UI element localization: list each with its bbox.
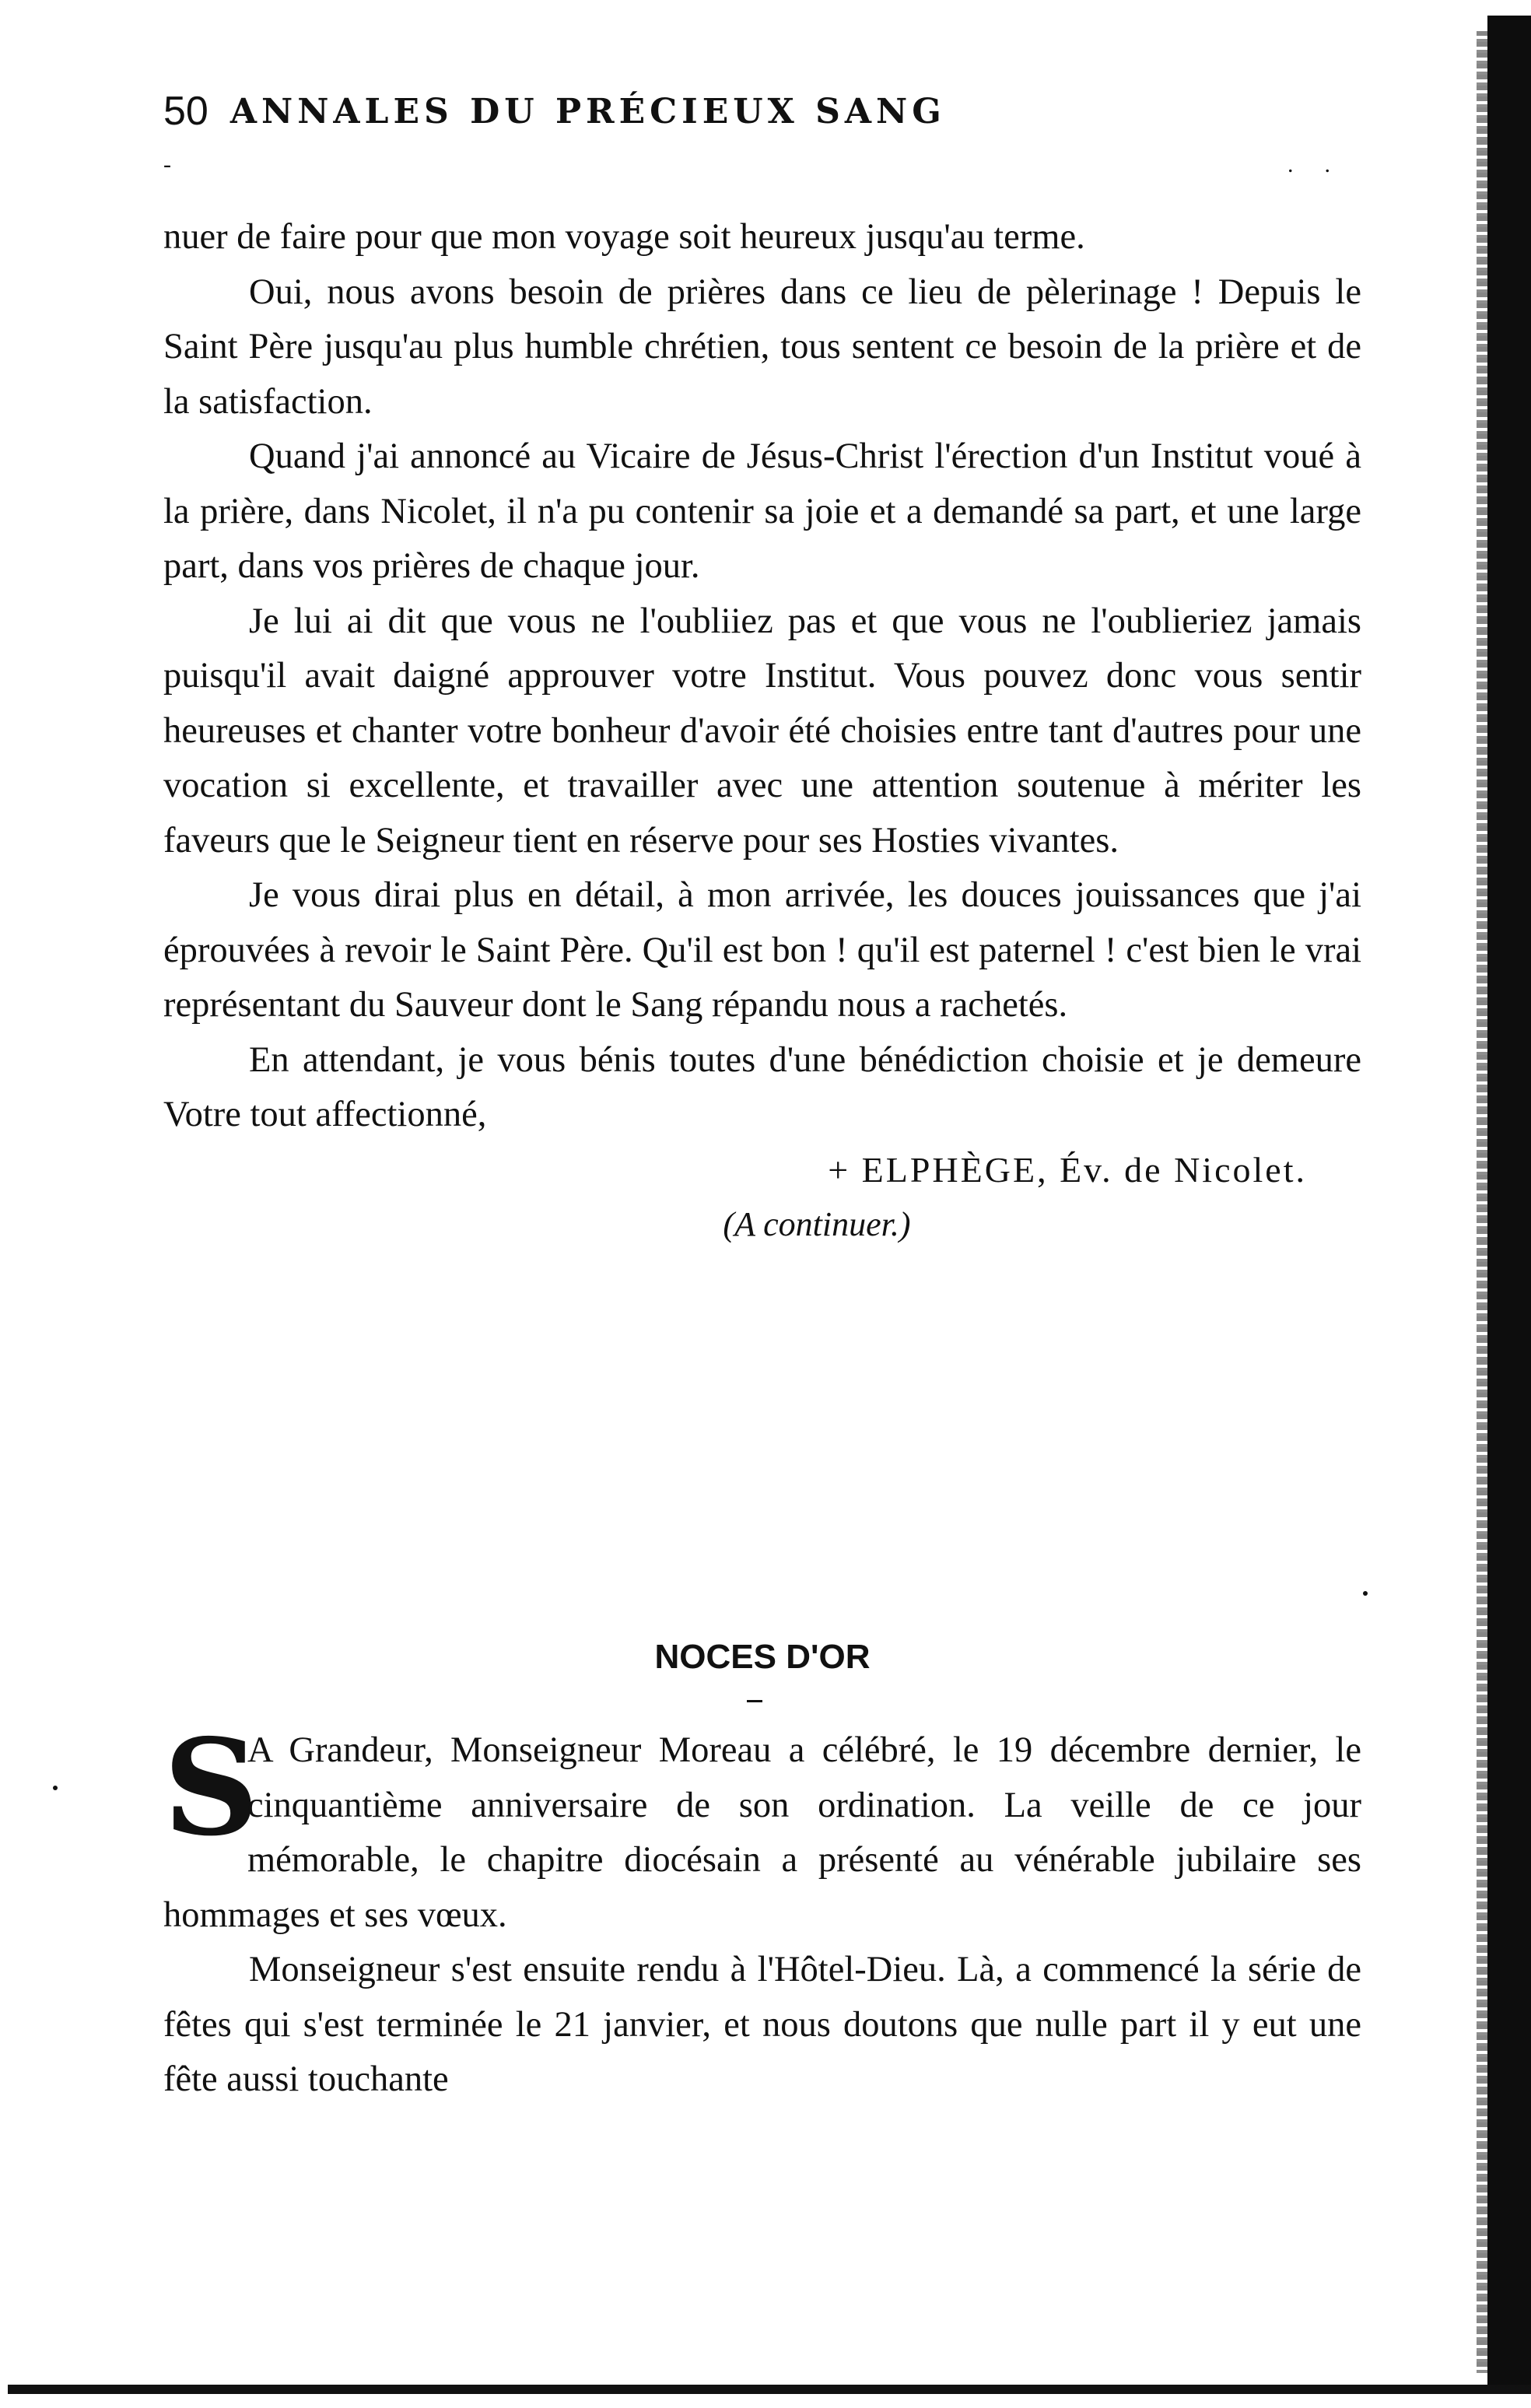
letter-paragraph: nuer de faire pour que mon voyage soit heureux jusqu'au terme. — [163, 217, 1085, 257]
section-paragraph-text: A Grandeur, Monseigneur Moreau a célébré, le 19 décembre dernier, le cinquantième anniversaire de son ordination. La veille de ce jour mémorable, le chapitre diocésain a présenté au vénérable jubilaire ses hommages et ses vœux. — [163, 1730, 1361, 1935]
letter-paragraph: Je lui ai dit que vous ne l'oubliiez pas et que vous ne l'oublieriez jamais puisqu'il avait daigné approuver votre Institut. Vous pouvez donc vous sentir heureuses et chanter votre bonheur d'avoir été choisies entre tant d'autres pour une vocation si excellente, et travailler avec une attention soutenue à mériter les faveurs que le Seigneur tient en réserve pour ses Hosties vivantes. — [163, 601, 1361, 861]
letter-paragraph: Oui, nous avons besoin de prières dans ce lieu de pèlerinage ! Depuis le Saint Père jusqu'au plus humble chrétien, tous sentent ce besoin de la prière et de la satisfaction. — [163, 272, 1361, 422]
page-number: 50 — [163, 89, 208, 134]
letter-paragraph: Je vous dirai plus en détail, à mon arrivée, les douces jouissances que j'ai éprouvées à revoir le Saint Père. Qu'il est bon ! qu'il est paternel ! c'est bien le vrai représentant du Sauveur dont le Sang répandu nous a rachetés. — [163, 875, 1361, 1025]
page-edge-border — [1487, 16, 1531, 2389]
stray-mark — [1363, 1591, 1368, 1596]
section-body — [163, 1710, 1361, 2108]
letter-body — [163, 210, 1361, 1253]
continue-note: (A continuer.) — [723, 1205, 911, 1243]
letter-signature: + ELPHÈGE, Év. de Nicolet. — [828, 1149, 1307, 1190]
drop-cap: S — [163, 1710, 259, 1866]
letter-paragraph: En attendant, je vous bénis toutes d'une bénédiction choisie et je demeure Votre tout affectionné, — [163, 1039, 1361, 1134]
running-header — [163, 84, 1361, 138]
page-bottom-border — [8, 2385, 1531, 2394]
stray-mark — [53, 1786, 58, 1790]
section-title: NOCES D'OR — [654, 1638, 871, 1676]
title-rule — [747, 1700, 762, 1702]
running-title: ANNALES DU PRÉCIEUX SANG — [229, 91, 946, 131]
letter-paragraph: Quand j'ai annoncé au Vicaire de Jésus-Christ l'érection d'un Institut voué à la prière, dans Nicolet, il n'a pu contenir sa joie et a demandé sa part, et une large part, dans vos prières de chaque jour. — [163, 436, 1361, 586]
section-paragraph — [163, 1710, 1361, 1943]
book-page: 50 ANNALES DU PRÉCIEUX SANG - .. nuer de faire pour que mon voyage soit heureux jusqu'au terme. Oui, nous avons besoin de prières dans ce lieu de pèlerinage ! Depuis le Saint Père jusqu'au plus humble chrétien, tous sentent ce besoin de la prière et de la satisfaction. Quand j'ai annoncé au Vicaire de Jésus-Christ l'érection d'un Institut voué à la prière, dans Nicolet, il n'a pu contenir sa joie et a demandé sa part, et une large part, dans vos prières de chaque jour. Je lui ai dit que vous ne l'oubliiez pas et que vous ne l'oublieriez jamais puisqu'il avait daigné approuver votre Institut. Vous pouvez donc vous sentir heureuses et chanter votre bonheur d'avoir été choisies entre tant d'autres pour une vocation si excellente, et travailler avec une attention soutenue à mériter les faveurs que le Seigneur tient en réserve pour ses Hosties vivantes. Je vous dirai plus en détail, à mon arrivée, les douces jouissances que j'ai éprouvées à revoir le Saint Père. Qu'il est bon ! qu'il est paternel ! c'est bien le vrai représentant du Sauveur dont le Sang répandu nous a rachetés. En attendant, je vous bénis toutes d'une bénédiction choisie et je demeure Votre tout affectionné, + ELPHÈGE, Év. de Nicolet. (A continuer.) NOCES D'OR S A Grandeur, Monseigneur Moreau a célébré, le 19 décembre dernier, le cinquantième anniversaire de son ordination. La veille de ce jour mémorable, le chapitre diocésain a présenté au vénérable jubilaire ses hommages et ses vœux. Monseigneur s'est ensuite rendu à l'Hôtel-Dieu. Là, a commencé la série de fêtes qui s'est terminée le 21 janvier, et nous doutons que nulle part il y eut une fête aussi touchante — [0, 0, 1531, 2408]
section-paragraph: Monseigneur s'est ensuite rendu à l'Hôtel-Dieu. Là, a commencé la série de fêtes qui s'est terminée le 21 janvier, et nous doutons que nulle part il y eut une fête aussi touchante — [163, 1950, 1361, 2099]
